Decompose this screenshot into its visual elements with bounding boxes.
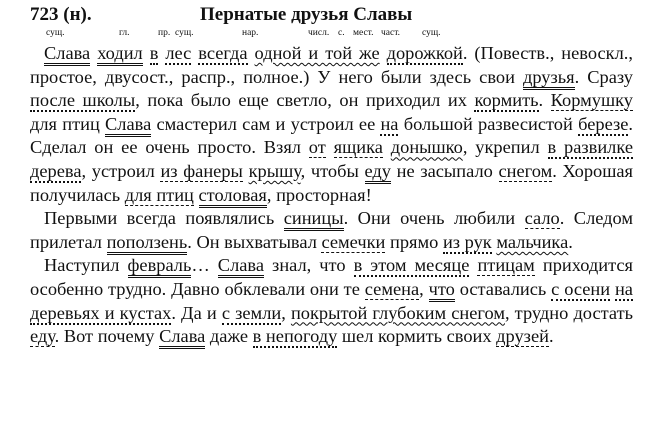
object: для птиц xyxy=(124,184,194,205)
pos-label: мест. xyxy=(353,28,374,38)
attribute: крышу xyxy=(248,160,301,181)
object: Кормушку xyxy=(550,90,633,111)
pos-label: с. xyxy=(338,28,345,38)
attribute: покрытой глубоким снегом xyxy=(290,302,505,323)
subject: что xyxy=(429,279,455,302)
attribute: одной и той же xyxy=(254,43,380,63)
pos-label: част. xyxy=(381,28,401,38)
circumstance: лес xyxy=(165,43,192,63)
object: семена xyxy=(364,278,420,299)
subject: Слава xyxy=(44,43,90,66)
attribute: донышко xyxy=(390,137,463,158)
circumstance: с осени xyxy=(551,278,611,299)
pos-label: нар. xyxy=(242,28,259,38)
circumstance: березе xyxy=(578,113,629,134)
attribute: мальчика xyxy=(496,231,569,252)
circumstance: в xyxy=(149,43,159,63)
part-of-speech-labels xyxy=(30,28,633,42)
object: снегом xyxy=(498,160,553,181)
subject: Слава xyxy=(218,255,264,278)
subject: синицы xyxy=(284,208,344,231)
predicate: ходил xyxy=(97,43,143,66)
exercise-number: 723 (н). xyxy=(30,4,92,25)
circumstance: в развилке дерева xyxy=(30,137,633,181)
pos-label: числ. xyxy=(308,28,330,38)
object: друзей xyxy=(496,326,549,347)
pos-label: сущ. xyxy=(422,28,441,38)
object: ящика xyxy=(333,137,383,158)
paragraph-2: Первыми всегда появлялись синицы. Они очень любили сало. Следом прилетал поползень. Он выхватывал семечки прямо из рук мальчика. xyxy=(30,207,633,254)
circumstance: на деревьях и кустах xyxy=(30,278,633,323)
circumstance: в непогоду xyxy=(252,326,338,347)
subject: Слава xyxy=(105,114,151,137)
pos-label: пр. xyxy=(158,28,171,38)
object: семечки xyxy=(321,231,386,252)
exercise-title: Пернатые друзья Славы xyxy=(200,4,413,25)
circumstance: из рук xyxy=(442,231,492,252)
subject: столовая xyxy=(199,185,267,208)
paragraph-3: Наступил февраль… Слава знал, что в этом месяце птицам приходится особенно трудно. Давно обклевали они те семена, что оставались с осени на деревьях и кустах. Да и с земли, покрытой глубоким снегом, трудно достать еду. Вот почему Слава даже в непогоду шел кормить своих друзей. xyxy=(30,254,633,348)
object: еду xyxy=(30,326,55,347)
pos-label: сущ. xyxy=(175,28,194,38)
circumstance: на xyxy=(380,113,399,134)
circumstance: после школы xyxy=(30,90,136,111)
object: от xyxy=(308,137,326,158)
subject: февраль xyxy=(128,255,192,278)
circumstance: в этом месяце xyxy=(353,255,470,276)
exercise-header xyxy=(30,4,633,28)
subject: еду xyxy=(365,161,391,184)
subject: Слава xyxy=(159,326,205,349)
subject: друзья xyxy=(523,67,575,90)
subject: поползень xyxy=(107,232,188,255)
object: из фанеры xyxy=(160,160,243,181)
circumstance: дорожкой xyxy=(386,43,463,63)
pos-label: гл. xyxy=(119,28,130,38)
circumstance: всегда xyxy=(198,43,248,63)
object: птицам xyxy=(477,255,535,276)
circumstance: кормить xyxy=(474,90,539,111)
pos-label: сущ. xyxy=(46,28,65,38)
paragraph-1: Слава ходил в лес всегда одной и той же дорожкой. (Повеств., невоскл., простое, двусост., распр., полное.) У него были здесь свои друзья. Сразу после школы, пока было еще светло, он приходил их кормить. Кормушку для птиц Слава смастерил сам и устроил ее на большой развесистой березе. Сделал он ее очень просто. Взял от ящика донышко, укрепил в развилке дерева, устроил из фанеры крышу, чтобы еду не засыпало снегом. Хорошая получилась для птиц столовая, просторная! xyxy=(30,42,633,207)
circumstance: с земли xyxy=(221,302,282,323)
object: сало xyxy=(524,208,560,229)
